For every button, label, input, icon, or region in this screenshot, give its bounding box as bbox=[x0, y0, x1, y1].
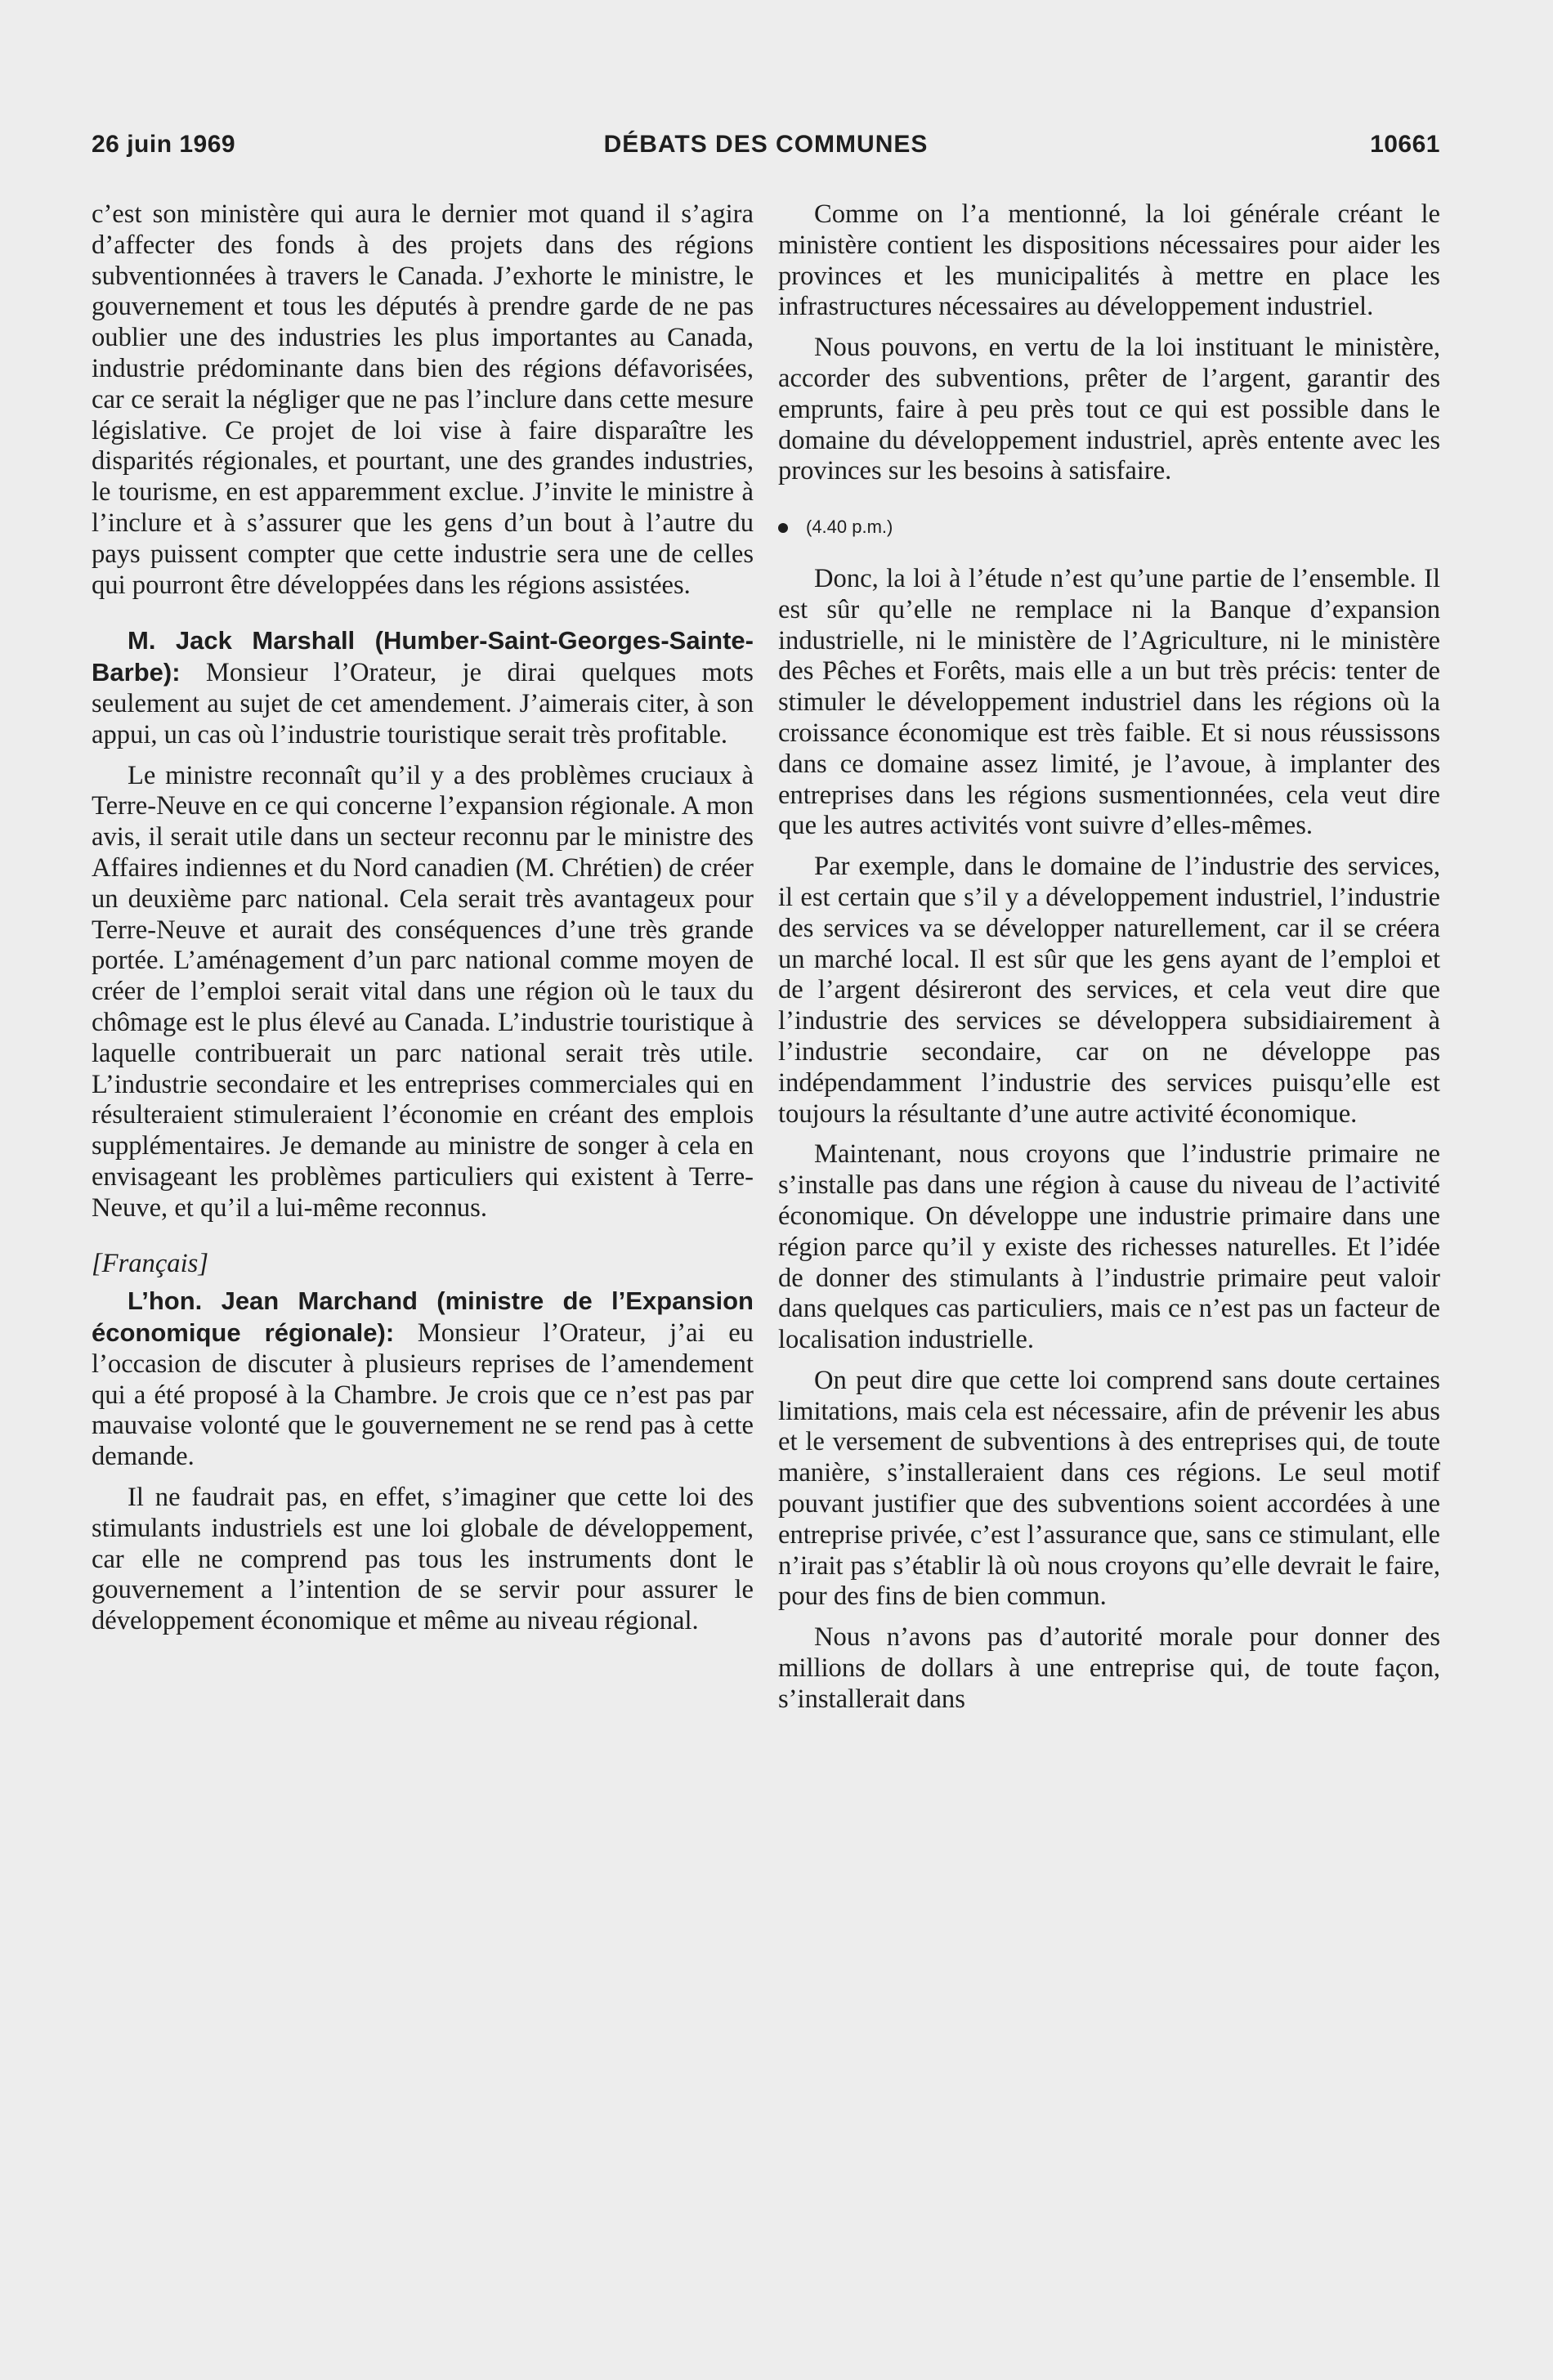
paragraph: On peut dire que cette loi comprend sans doute certaines limitations, mais cela est nécessaire, afin de prévenir les abus et le versement de subventions à des entreprises qui, de toute manière, s’installeraient dans ces régions. Le seul motif pouvant justifier que des subventions soient accordées à une entreprise privée, c’est l’assurance que, sans ce stimulant, elle n’irait pas s’établir là où nous croyons qu’elle devrait le faire, pour des fins de bien commun. bbox=[778, 1365, 1440, 1612]
right-column bbox=[778, 199, 1440, 1725]
page-header bbox=[92, 131, 1440, 172]
language-note: [Français] bbox=[92, 1248, 208, 1278]
paragraph: Maintenant, nous croyons que l’industrie primaire ne s’installe pas dans une région à cause du niveau de l’activité économique. On développe une industrie primaire dans une région parce qu’il y existe des richesses naturelles. Et l’idée de donner des stimulants à l’industrie primaire peut valoir dans quelques cas particuliers, mais ce n’est pas un facteur de localisation industrielle. bbox=[778, 1139, 1440, 1355]
time-marker bbox=[778, 512, 1440, 543]
time-marker-text: (4.40 p.m.) bbox=[806, 517, 893, 538]
paragraph: c’est son ministère qui aura le dernier mot quand il s’agira d’affecter des fonds à des projets dans des régions subventionnées à travers le Canada. J’exhorte le ministre, le gouvernement et tous les députés à prendre garde de ne pas oublier une des industries les plus importantes au Canada, industrie prédominante dans bien des régions défavorisées, car ce serait la négliger que ne pas l’inclure dans cette mesure législative. Ce projet de loi vise à faire disparaître les disparités régionales, et pourtant, une des grandes industries, le tourisme, en est apparemment exclue. J’invite le ministre à l’inclure et à s’assurer que les gens d’un bout à l’autre du pays puissent compter que cette industrie sera une de celles qui pourront être développées dans les régions assistées. bbox=[92, 199, 754, 600]
paragraph: Le ministre reconnaît qu’il y a des problèmes cruciaux à Terre-Neuve en ce qui concerne l’expansion régionale. A mon avis, il serait utile dans un secteur reconnu par le ministre des Affaires indiennes et du Nord canadien (M. Chrétien) de créer un deuxième parc national. Cela serait très avantageux pour Terre-Neuve et aurait des conséquences d’une très grande portée. L’aménagement d’un parc national comme moyen de créer de l’emploi serait vital dans une région où le taux du chômage est le plus élevé au Canada. L’industrie touristique à laquelle contribuerait un parc national serait très utile. L’industrie secondaire et les entreprises commerciales qui en résulteraient stimuleraient l’économie en créant des emplois supplémentaires. Je demande au ministre de songer à cela en envisageant les problèmes particuliers qui existent à Terre-Neuve, et qu’il a lui-même reconnus. bbox=[92, 760, 754, 1223]
paragraph: Il ne faudrait pas, en effet, s’imaginer que cette loi des stimulants industriels est une loi globale de développement, car elle ne comprend pas tous les instruments dont le gouvernement a l’intention de se servir pour assurer le développement économique et même au niveau régional. bbox=[92, 1483, 754, 1636]
paragraph: Nous pouvons, en vertu de la loi instituant le ministère, accorder des subventions, prêter de l’argent, garantir des emprunts, faire à peu près tout ce qui est possible dans le domaine du développement industriel, après entente avec les provinces sur les besoins à satisfaire. bbox=[778, 333, 1440, 486]
speaker-name: L’hon. Jean Marchand (ministre de l’Expansion économique régionale): bbox=[92, 1286, 754, 1348]
header-title: DÉBATS DES COMMUNES bbox=[603, 131, 929, 158]
header-date: 26 juin 1969 bbox=[92, 131, 236, 158]
paragraph: Comme on l’a mentionné, la loi générale créant le ministère contient les dispositions nécessaires pour aider les provinces et les municipalités à mettre en place les infrastructures nécessaires au développement industriel. bbox=[778, 199, 1440, 322]
speech-paragraph bbox=[92, 625, 754, 750]
paragraph: Par exemple, dans le domaine de l’industrie des services, il est certain que s’il y a développement industriel, l’industrie des services va se développer naturellement, car il se créera un marché local. Il est sûr que les gens ayant de l’emploi et de l’argent désireront des services, et cela veut dire que l’industrie des services se développera subsidiairement à l’industrie secondaire, car on ne développe pas indépendamment l’industrie des services puisqu’elle est toujours la résultante d’une autre activité économique. bbox=[778, 852, 1440, 1129]
speech-text: Monsieur l’Orateur, j’ai eu l’occasion de discuter à plusieurs reprises de l’amendement qui a été proposé à la Chambre. Je crois que ce n’est pas par mauvaise volonté que le gouvernement ne se rend pas à cette demande. bbox=[92, 1318, 754, 1472]
paragraph: Donc, la loi à l’étude n’est qu’une partie de l’ensemble. Il est sûr qu’elle ne remplace ni la Banque d’expansion industrielle, ni le ministère de l’Agriculture, ni le ministère des Pêches et Forêts, mais elle a un but très précis: tenter de stimuler le développement industriel dans les régions où la croissance économique est très faible. Et si nous réussissons dans ce domaine assez limité, je l’avoue, à implanter des entreprises dans les régions susmentionnées, cela veut dire que les autres activités vont suivre d’elles-mêmes. bbox=[778, 563, 1440, 841]
speech-text: Monsieur l’Orateur, je dirai quelques mots seulement au sujet de cet amendement. J’aimerais citer, à son appui, un cas où l’industrie touristique serait très profitable. bbox=[92, 658, 754, 749]
header-page-number: 10661 bbox=[1370, 131, 1440, 158]
speech-paragraph bbox=[92, 1286, 754, 1473]
speaker-name: M. Jack Marshall (Humber-Saint-Georges-Sainte-Barbe): bbox=[92, 626, 754, 687]
paragraph: Nous n’avons pas d’autorité morale pour donner des millions de dollars à une entreprise qui, de toute façon, s’installerait dans bbox=[778, 1622, 1440, 1714]
bullet-icon bbox=[778, 523, 788, 533]
left-column bbox=[92, 199, 754, 1647]
